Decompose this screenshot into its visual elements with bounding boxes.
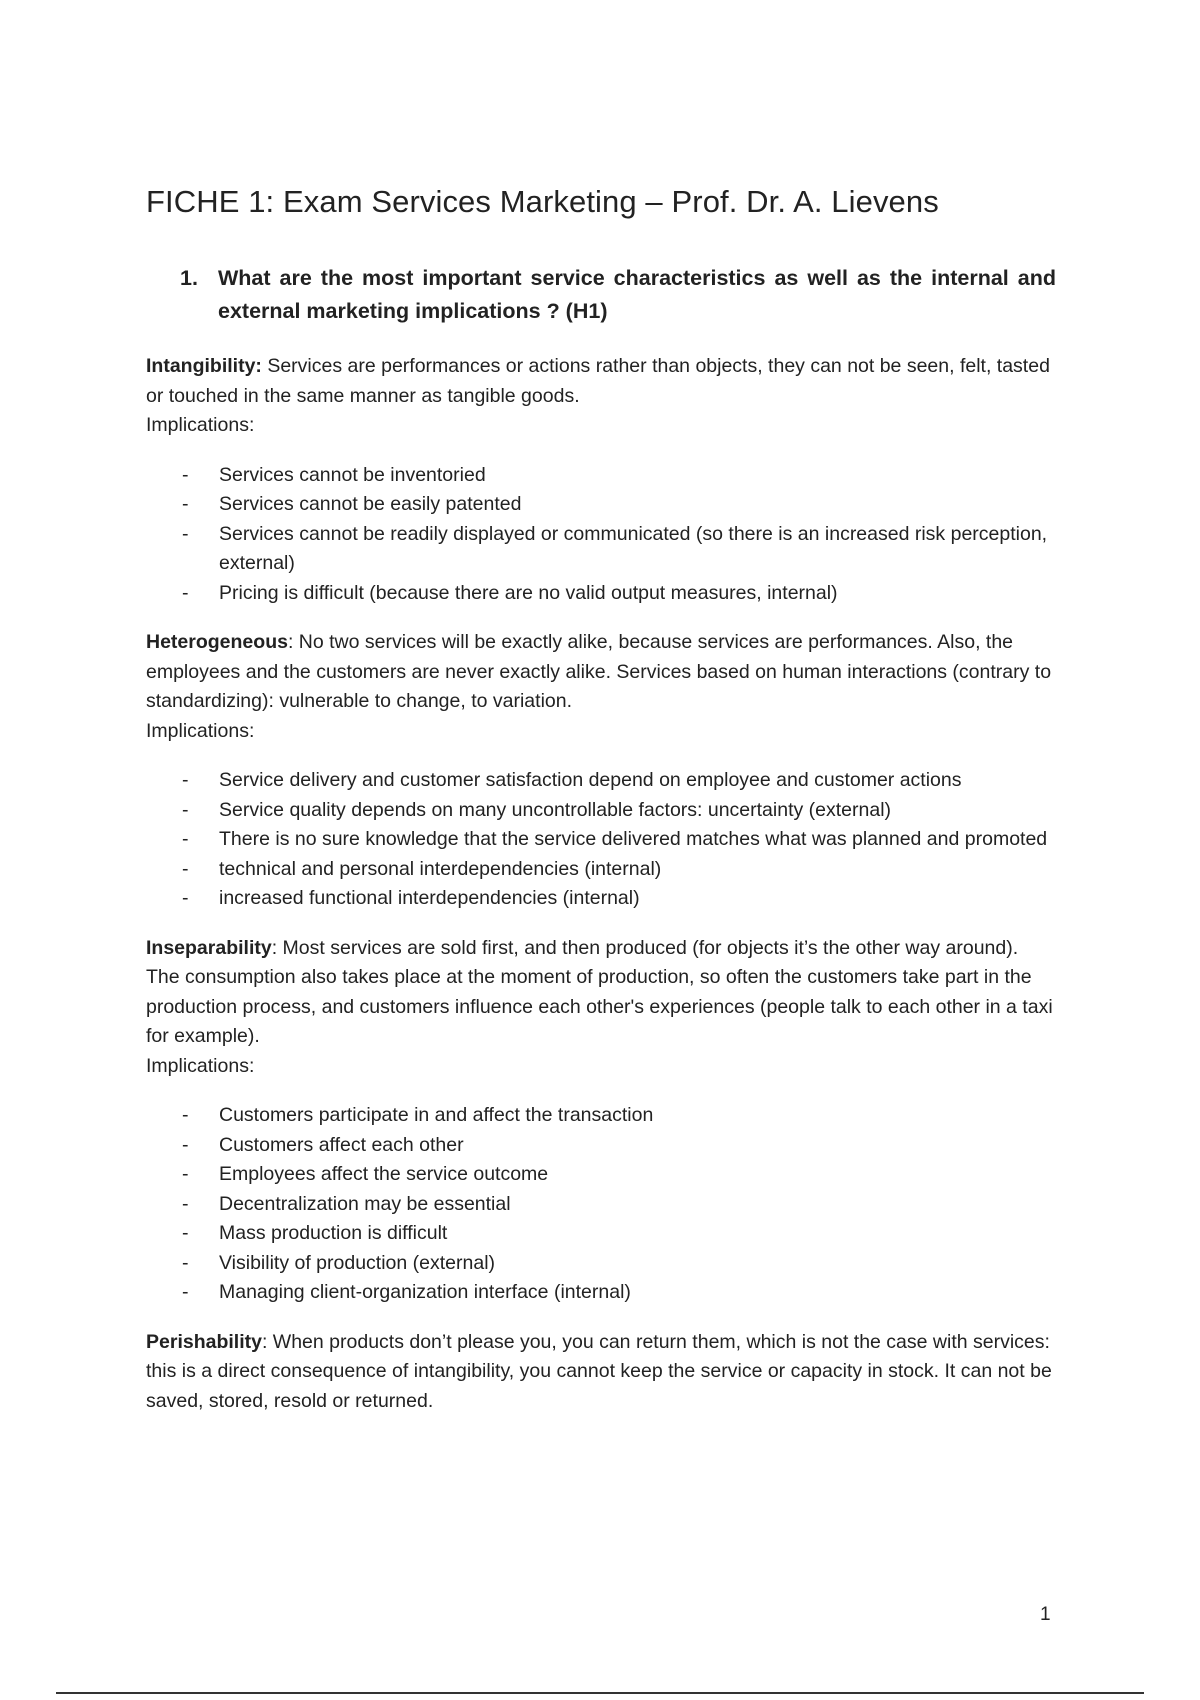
list-item — [146, 855, 1056, 885]
bullet-dash: - — [182, 463, 189, 486]
bullet-dash: - — [182, 828, 189, 850]
bullet-dash: - — [182, 1222, 189, 1244]
list-item — [146, 1249, 1056, 1279]
bullet-dash: - — [182, 1192, 189, 1215]
bullet-dash: - — [182, 493, 189, 515]
implications-label: Implications: — [146, 1054, 255, 1077]
definition-text: : No two services will be exactly alike, because services are performances. Also, the employees and the customers are never exactly alike. Services based on human interactions (contrary to standardizing): vulnerable to change, to variation. — [146, 631, 1052, 712]
section-heterogeneous — [146, 628, 1056, 914]
list-item — [146, 520, 1056, 579]
list-item — [146, 825, 1056, 855]
list-item-text: increased functional interdependencies (internal) — [219, 887, 640, 909]
bullet-dash: - — [182, 1133, 189, 1156]
list-item — [146, 1190, 1056, 1220]
question-heading — [146, 262, 1056, 328]
definition-intangibility — [146, 352, 1056, 411]
document-body — [146, 262, 1056, 1416]
list-item-text: Visibility of production (external) — [219, 1251, 496, 1274]
list-item-text: Decentralization may be essential — [219, 1192, 511, 1215]
term-intangibility: Intangibility: — [146, 355, 262, 377]
bullet-dash: - — [182, 1163, 189, 1185]
definition-text: Services are performances or actions rather than objects, they can not be seen, felt, tasted or touched in the same manner as tangible goods. — [146, 355, 1050, 407]
section-intangibility — [146, 352, 1056, 608]
list-item-text: Services cannot be easily patented — [219, 493, 522, 515]
bullet-dash: - — [182, 1251, 189, 1274]
list-item-text: Customers participate in and affect the transaction — [219, 1104, 654, 1126]
definition-heterogeneous — [146, 628, 1056, 717]
list-item — [146, 796, 1056, 826]
implications-list-heterogeneous — [146, 766, 1056, 914]
implications-label: Implications: — [146, 719, 255, 742]
bullet-dash: - — [182, 857, 189, 880]
section-perishability — [146, 1328, 1056, 1417]
term-inseparability: Inseparability — [146, 936, 272, 959]
bullet-dash: - — [182, 798, 189, 821]
bullet-dash: - — [182, 769, 189, 791]
term-perishability: Perishability — [146, 1330, 262, 1353]
bullet-dash: - — [182, 581, 189, 604]
list-item — [146, 1278, 1056, 1308]
list-item-text: Service quality depends on many uncontrollable factors: uncertainty (external) — [219, 798, 892, 821]
bullet-dash: - — [182, 887, 189, 909]
list-item-text: Managing client-organization interface (internal) — [219, 1281, 631, 1303]
list-item-text: Service delivery and customer satisfaction depend on employee and customer actions — [219, 769, 962, 791]
list-item-text: Customers affect each other — [219, 1133, 464, 1156]
list-item — [146, 579, 1056, 609]
implications-label: Implications: — [146, 414, 255, 436]
list-item-text: Services cannot be inventoried — [219, 463, 486, 486]
bullet-dash: - — [182, 1281, 189, 1303]
term-heterogeneous: Heterogeneous — [146, 631, 288, 653]
list-item — [146, 884, 1056, 914]
list-item-text: technical and personal interdependencies (internal) — [219, 857, 662, 880]
definition-text: : When products don’t please you, you can return them, which is not the case with services: this is a direct consequence of intangibility, you cannot keep the service or capacity in stock. It can not be saved, stored, resold or returned. — [146, 1330, 1052, 1412]
definition-inseparability — [146, 934, 1056, 1052]
implications-list-inseparability — [146, 1101, 1056, 1308]
list-item — [146, 1101, 1056, 1131]
implications-list-intangibility — [146, 461, 1056, 609]
list-item — [146, 1131, 1056, 1161]
bullet-dash: - — [182, 522, 189, 545]
list-item — [146, 490, 1056, 520]
page-number: 1 — [1040, 1604, 1051, 1625]
section-inseparability — [146, 934, 1056, 1308]
page-title: FICHE 1: Exam Services Marketing – Prof. Dr. A. Lievens — [146, 184, 939, 219]
question-text: What are the most important service characteristics as well as the internal and external marketing implications ? (H1) — [218, 266, 1056, 323]
list-item-text: Services cannot be readily displayed or communicated (so there is an increased risk perception, external) — [219, 522, 1048, 574]
question-number: 1. — [180, 266, 198, 290]
list-item-text: Mass production is difficult — [219, 1222, 448, 1244]
definition-perishability — [146, 1328, 1056, 1417]
list-item — [146, 461, 1056, 491]
list-item — [146, 1160, 1056, 1190]
definition-text: : Most services are sold first, and then produced (for objects it’s the other way around). The consumption also takes place at the moment of production, so often the customers take part in the production process, and customers influence each other's experiences (people talk to each other in a taxi for example). — [146, 936, 1053, 1047]
list-item-text: There is no sure knowledge that the service delivered matches what was planned and promoted — [219, 828, 1048, 850]
list-item — [146, 1219, 1056, 1249]
page-bottom-rule — [56, 1692, 1144, 1694]
list-item-text: Employees affect the service outcome — [219, 1163, 549, 1185]
bullet-dash: - — [182, 1104, 189, 1126]
list-item — [146, 766, 1056, 796]
list-item-text: Pricing is difficult (because there are no valid output measures, internal) — [219, 581, 838, 604]
